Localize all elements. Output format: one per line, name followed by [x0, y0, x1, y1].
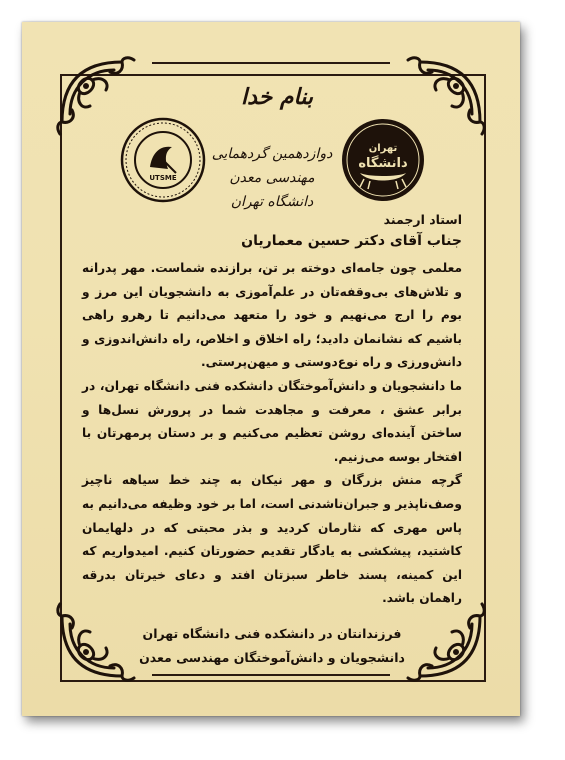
paragraph: ما دانشجویان و دانش‌آموختگان دانشکده فنی دانشگاه تهران، در برابر عشق ، معرفت و مجاهدت شما در پرورش نسل‌ها و ساختن آینده‌ای روشن تعظیم می‌کنیم و بر دستان پرمهرتان با افتخار بوسه می‌زنیم. [82, 378, 462, 464]
mining-society-logo [120, 117, 206, 203]
paragraph: گرچه منش بزرگان و مهر نیکان به چند خط سیاهه ناچیز وصف‌ناپذیر و جبران‌ناشدنی است، اما بر خود وظیفه می‌دانیم به پاس مهری که نثارمان کردید و بذر محبتی که در دلهایمان کاشتید، پیشکشی به یادگار تقدیم حضورتان کنیم. امیدواریم که این کمینه، پسند خاطر سبزتان افتد و دعای خیرتان بدرقه راهمان باشد. [82, 473, 462, 606]
top-border-line [152, 62, 390, 64]
paragraph: معلمی چون جامه‌ای دوخته بر تن، برازنده شماست. مهر پدرانه و تلاش‌های بی‌وقفه‌تان در علم‌آموزی به دانشجویان این مرز و بوم را ارج می‌نهیم و خود را متعهد می‌دانیم تا رهرو راهی باشیم که نشانمان دادید؛ راه اخلاق و اخلاص، راه دانش‌اندوزی و دانش‌ورزی و راه نوع‌دوستی و میهن‌پرستی. [82, 261, 462, 370]
salutation: استاد ارجمند [383, 212, 462, 227]
university-logo [340, 117, 426, 203]
bottom-border-line [152, 674, 390, 676]
logo-right-main-text: دانشگاه [358, 156, 408, 171]
certificate-paper [22, 22, 520, 716]
event-title [208, 142, 336, 214]
event-title-line2: مهندسی معدن دانشگاه تهران [229, 170, 315, 210]
signature-line2: دانشجویان و دانش‌آموختگان مهندسی معدن [139, 650, 405, 665]
signature-line1: فرزندانتان در دانشکده فنی دانشگاه تهران [142, 626, 402, 641]
logo-left-text: UTSME [149, 174, 177, 182]
invocation-calligraphy: بنام خدا [240, 84, 313, 110]
letter-body [82, 212, 462, 611]
logo-right-top-text: تهران [368, 143, 398, 154]
signature-block [82, 622, 462, 670]
recipient-name: جناب آقای دکتر حسین معماریان [241, 233, 462, 249]
event-title-line1: دوازدهمین گردهمایی [211, 146, 333, 162]
